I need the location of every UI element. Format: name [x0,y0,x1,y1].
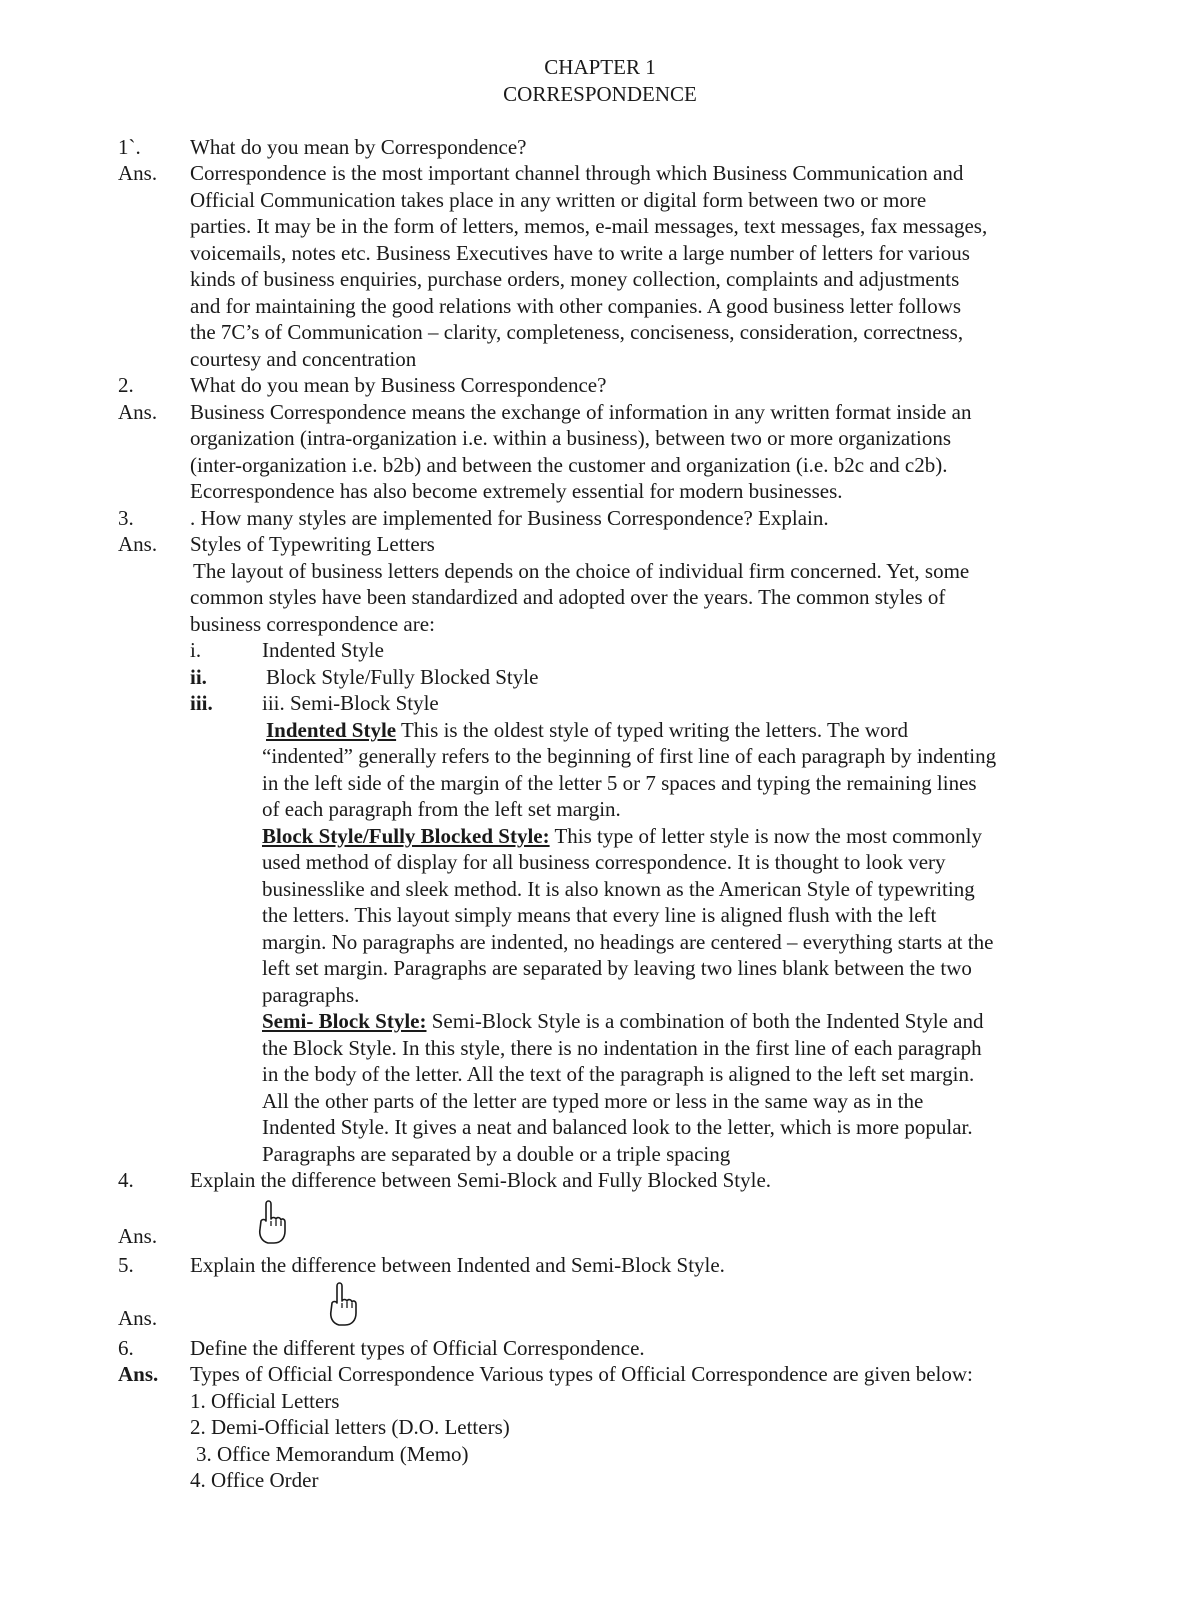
list-item: 2. Demi-Official letters (D.O. Letters) [190,1415,510,1439]
paragraph-line: Semi-Block Style is a combination of both the Indented Style and [431,1009,984,1033]
paragraph-line: Indented Style. It gives a neat and balanced look to the letter, which is more popular. [262,1115,973,1139]
answer-line: courtesy and concentration [190,347,417,371]
answer-label: Ans. [118,400,158,424]
answer-line: business correspondence are: [190,612,435,636]
question-text: What do you mean by Business Correspondence? [190,373,607,397]
question-label: 6. [118,1336,134,1360]
paragraph-line: paragraphs. [262,983,360,1007]
answer-line: Official Communication takes place in any written or digital form between two or more [190,188,927,212]
block-style-paragraph [262,823,982,849]
pointing-hand-icon [256,1199,288,1245]
answer-line: the 7C’s of Communication – clarity, completeness, conciseness, consideration, correctness, [190,320,964,344]
answer-line: The layout of business letters depends on the choice of individual firm concerned. Yet, some [193,559,970,583]
question-label: 2. [118,373,134,397]
chapter-number: CHAPTER 1 [544,55,656,79]
paragraph-line: All the other parts of the letter are typed more or less in the same way as in the [262,1089,924,1113]
paragraph-line: left set margin. Paragraphs are separated by leaving two lines blank between the two [262,956,972,980]
paragraph-line: in the left side of the margin of the letter 5 or 7 spaces and typing the remaining lines [262,771,977,795]
list-item-number: i. [190,638,202,662]
list-item: iii. Semi-Block Style [262,691,439,715]
question-text: . How many styles are implemented for Business Correspondence? Explain. [190,506,829,530]
answer-line: (inter-organization i.e. b2b) and between the customer and organization (i.e. b2c and c2b). [190,453,948,477]
answer-label: Ans. [118,532,158,556]
list-item: 3. Office Memorandum (Memo) [196,1442,469,1466]
paragraph-line: This is the oldest style of typed writing the letters. The word [400,718,909,742]
answer-label: Ans. [118,1224,158,1248]
paragraph-line: used method of display for all business correspondence. It is thought to look very [262,850,946,874]
answer-label: Ans. [118,1306,158,1330]
indented-style-paragraph [266,717,908,743]
paragraph-line: “indented” generally refers to the beginning of first line of each paragraph by indenting [262,744,997,768]
question-label: 1`. [118,135,141,159]
answer-line: Ecorrespondence has also become extremely essential for modern businesses. [190,479,843,503]
list-item: 4. Office Order [190,1468,319,1492]
paragraph-line: the Block Style. In this style, there is no indentation in the first line of each paragraph [262,1036,982,1060]
indented-style-heading: Indented Style [266,718,397,742]
list-item: Indented Style [262,638,384,662]
answer-line: voicemails, notes etc. Business Executives have to write a large number of letters for various [190,241,970,265]
block-style-heading: Block Style/Fully Blocked Style: [262,824,550,848]
question-label: 4. [118,1168,134,1192]
answer-line: Correspondence is the most important channel through which Business Communication and [190,161,964,185]
question-text: Explain the difference between Semi-Block and Fully Blocked Style. [190,1168,772,1192]
answer-line: kinds of business enquiries, purchase orders, money collection, complaints and adjustments [190,267,960,291]
answer-label: Ans. [118,161,158,185]
paragraph-line: in the body of the letter. All the text of the paragraph is aligned to the left set margin. [262,1062,975,1086]
list-item: 1. Official Letters [190,1389,340,1413]
answer-line: Styles of Typewriting Letters [190,532,435,556]
question-label: 5. [118,1253,134,1277]
paragraph-line: businesslike and sleek method. It is also known as the American Style of typewriting [262,877,975,901]
question-text: What do you mean by Correspondence? [190,135,527,159]
answer-line: and for maintaining the good relations with other companies. A good business letter follows [190,294,962,318]
chapter-title: CORRESPONDENCE [503,82,697,106]
answer-label: Ans. [118,1362,159,1386]
list-item: Block Style/Fully Blocked Style [266,665,539,689]
paragraph-line: This type of letter style is now the most commonly [554,824,982,848]
paragraph-line: the letters. This layout simply means that every line is aligned flush with the left [262,903,937,927]
question-text: Explain the difference between Indented and Semi-Block Style. [190,1253,725,1277]
paragraph-line: of each paragraph from the left set margin. [262,797,621,821]
question-label: 3. [118,506,134,530]
answer-line: Business Correspondence means the exchange of information in any written format inside an [190,400,972,424]
answer-line: Types of Official Correspondence Various types of Official Correspondence are given below: [190,1362,973,1386]
semi-block-style-paragraph [262,1008,983,1034]
semi-block-style-heading: Semi- Block Style: [262,1009,427,1033]
paragraph-line: margin. No paragraphs are indented, no headings are centered – everything starts at the [262,930,994,954]
question-text: Define the different types of Official Correspondence. [190,1336,645,1360]
list-item-number: ii. [190,665,207,689]
paragraph-line: Paragraphs are separated by a double or a triple spacing [262,1142,731,1166]
pointing-hand-icon [327,1281,359,1327]
answer-line: organization (intra-organization i.e. within a business), between two or more organizations [190,426,952,450]
answer-line: parties. It may be in the form of letters, memos, e-mail messages, text messages, fax messages, [190,214,988,238]
answer-line: common styles have been standardized and adopted over the years. The common styles of [190,585,946,609]
list-item-number: iii. [190,691,213,715]
